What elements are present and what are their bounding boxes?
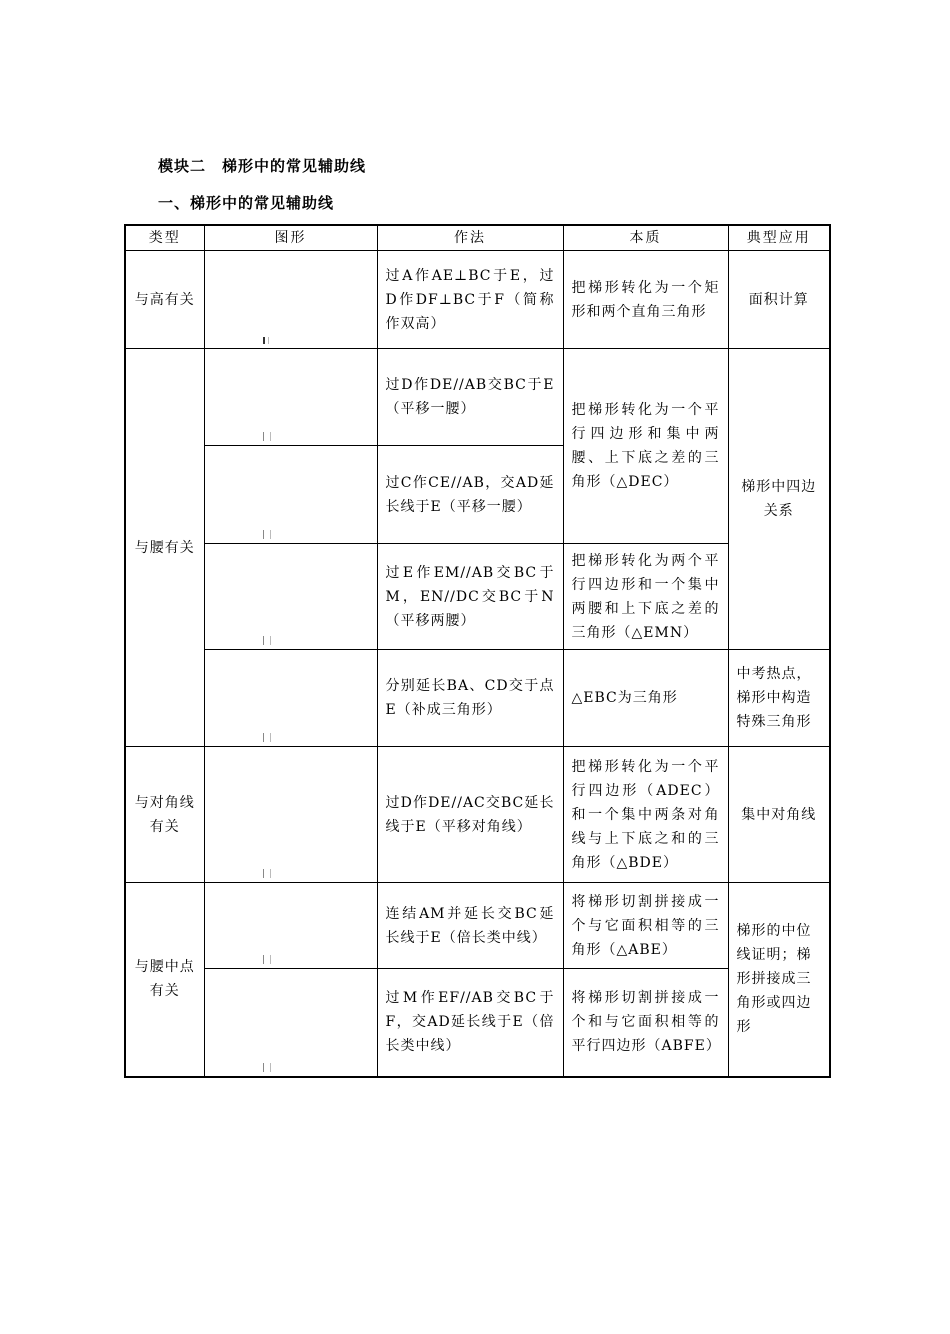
essence-cell: 把梯形转化为一个平行四边形和集中两腰、上下底之差的三角形（△DEC） xyxy=(563,349,728,544)
method-cell: 连结AM并延长交BC延长线于E（倍长类中线） xyxy=(377,883,563,969)
application-cell: 集中对角线 xyxy=(728,747,830,883)
table-row xyxy=(125,251,830,349)
table-row xyxy=(125,349,830,446)
method-cell: 过D作DE//AB交BC于E（平移一腰） xyxy=(377,349,563,446)
table-header-row xyxy=(125,225,830,251)
essence-cell: 把梯形转化为一个平行四边形（ADEC）和一个集中两条对角线与上下底之和的三角形（△BDE） xyxy=(563,747,728,883)
essence-cell: 把梯形转化为两个平行四边形和一个集中两腰和上下底之差的三角形（△EMN） xyxy=(563,544,728,650)
application-cell: 梯形中四边关系 xyxy=(728,349,830,650)
figure-cell xyxy=(204,349,377,446)
category-leg: 与腰有关 xyxy=(125,349,204,747)
method-cell: 过E作EM//AB交BC于M，EN//DC交BC于N（平移两腰） xyxy=(377,544,563,650)
header-type: 类型 xyxy=(125,225,204,251)
table-row xyxy=(125,544,830,650)
method-cell: 分别延长BA、CD交于点E（补成三角形） xyxy=(377,650,563,747)
category-height: 与高有关 xyxy=(125,251,204,349)
figure-placeholder xyxy=(263,869,271,878)
essence-cell: 将梯形切割拼接成一个和与它面积相等的平行四边形（ABFE） xyxy=(563,969,728,1077)
header-figure: 图形 xyxy=(204,225,377,251)
header-application: 典型应用 xyxy=(728,225,830,251)
figure-placeholder xyxy=(263,432,271,441)
essence-cell: 把梯形转化为一个矩形和两个直角三角形 xyxy=(563,251,728,349)
figure-placeholder xyxy=(263,636,271,645)
figure-cell xyxy=(204,544,377,650)
figure-cell xyxy=(204,446,377,544)
module-heading: 模块二 梯形中的常见辅助线 xyxy=(158,157,367,175)
essence-cell: 将梯形切割拼接成一个与它面积相等的三角形（△ABE） xyxy=(563,883,728,969)
figure-placeholder xyxy=(263,733,271,742)
table-row xyxy=(125,650,830,747)
table-row xyxy=(125,969,830,1077)
category-diagonal: 与对角线有关 xyxy=(125,747,204,883)
method-cell: 过D作DE//AC交BC延长线于E（平移对角线） xyxy=(377,747,563,883)
figure-cell xyxy=(204,883,377,969)
essence-cell: △EBC为三角形 xyxy=(563,650,728,747)
auxiliary-lines-table xyxy=(124,224,831,1078)
figure-placeholder xyxy=(263,337,269,344)
table-row xyxy=(125,883,830,969)
header-method: 作法 xyxy=(377,225,563,251)
application-cell: 中考热点，梯形中构造特殊三角形 xyxy=(728,650,830,747)
section-heading: 一、梯形中的常见辅助线 xyxy=(158,194,335,212)
application-cell: 梯形的中位线证明；梯形拼接成三角形或四边形 xyxy=(728,883,830,1077)
method-cell: 过C作CE//AB，交AD延长线于E（平移一腰） xyxy=(377,446,563,544)
figure-placeholder xyxy=(263,955,271,964)
figure-placeholder xyxy=(263,1063,271,1072)
figure-cell xyxy=(204,650,377,747)
method-cell: 过M作EF//AB交BC于F，交AD延长线于E（倍长类中线） xyxy=(377,969,563,1077)
figure-cell xyxy=(204,969,377,1077)
figure-cell xyxy=(204,747,377,883)
header-essence: 本质 xyxy=(563,225,728,251)
figure-placeholder xyxy=(263,530,271,539)
table-row xyxy=(125,747,830,883)
category-midpoint: 与腰中点有关 xyxy=(125,883,204,1077)
method-cell: 过A作AE⊥BC于E，过D作DF⊥BC于F（简称作双高） xyxy=(377,251,563,349)
figure-cell xyxy=(204,251,377,349)
application-cell: 面积计算 xyxy=(728,251,830,349)
